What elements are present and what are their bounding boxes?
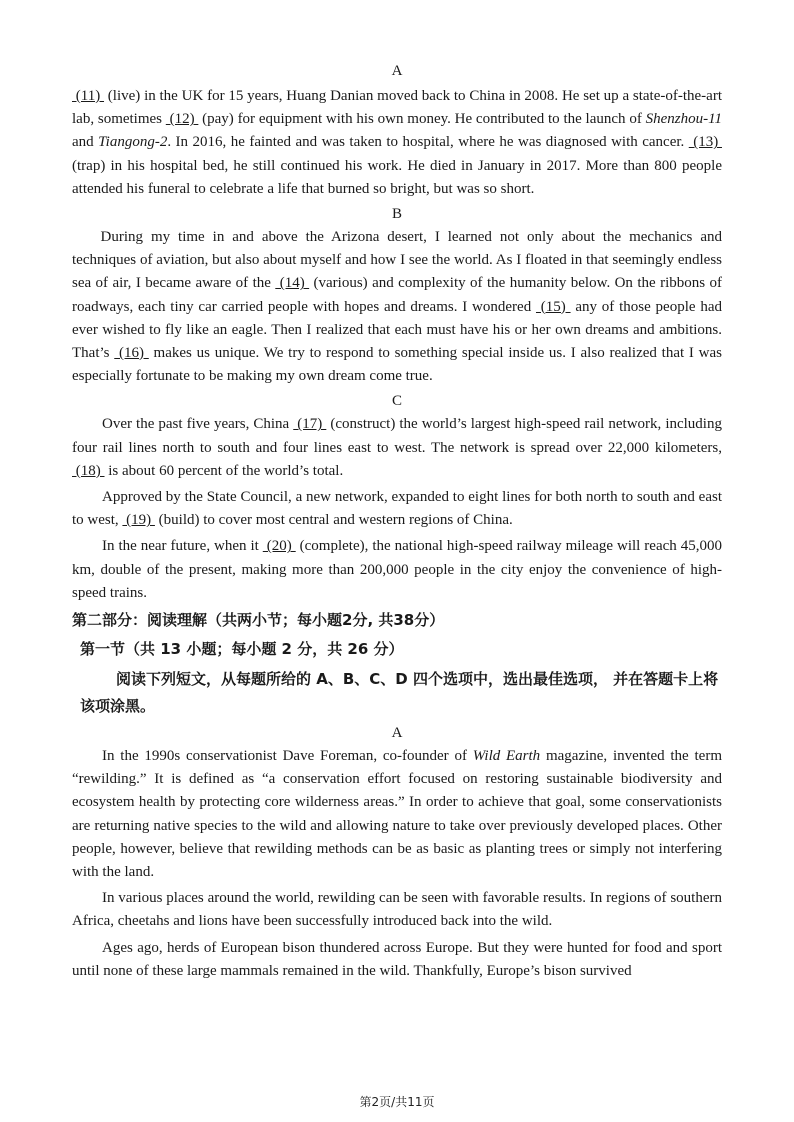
blank-17[interactable]: (17) bbox=[293, 416, 327, 433]
blank-13[interactable]: (13) bbox=[688, 134, 722, 151]
section-c-label: C bbox=[391, 393, 402, 410]
title-shenzhou: Shenzhou-11 bbox=[645, 111, 722, 128]
text: (build) to cover most central and western regions of China. bbox=[154, 512, 513, 529]
section-b-label: B bbox=[391, 206, 402, 223]
section-a-label: A bbox=[391, 63, 403, 79]
text: magazine, invented the term “rewilding.” It is defined as “a conservation effort focused on restoring sustainable biodiversity and ecosystem health by protecting core wilderness areas.” In order to achieve that goal, some conservationists are returning native species to the wild and allowing nature to take over previously developed places. Other people, however, believe that rewilding methods can be as basic as planting trees or simply not interfering with the land. bbox=[72, 748, 722, 881]
text: Approved by the State Council, a new network, expanded to eight lines for both north to south and east to west, bbox=[72, 489, 722, 529]
section-c-paragraph-1 bbox=[72, 413, 722, 483]
reading-a-paragraph-2: In various places around the world, rewilding can be seen with favorable results. In regions of southern Africa, cheetahs and lions have been successfully introduced back into the wild. bbox=[72, 890, 722, 930]
section-c-paragraph-2 bbox=[72, 486, 722, 532]
blank-14[interactable]: (14) bbox=[275, 275, 310, 292]
blank-20[interactable]: (20) bbox=[262, 538, 296, 555]
reading-a-paragraph-3: Ages ago, herds of European bison thundered across Europe. But they were hunted for food and sport until none of these large mammals remained in the wild. Thankfully, Europe’s bison survived bbox=[72, 939, 722, 979]
blank-16[interactable]: (16) bbox=[114, 345, 149, 362]
text: During my time in and above the Arizona desert, I learned not only about the mechanics and techniques of aviation, but also about myself and how I see the world. As I floated in that seemingly endless sea of air, I became aware of the bbox=[72, 229, 722, 292]
text: (construct) the world’s largest high-speed rail network, including four rail lines north to south and four lines east to west. The network is spread over 22,000 kilometers, bbox=[72, 416, 722, 456]
text: any of those people had ever wished to fly like an eagle. Then I realized that each must have his or her own dreams and ambitions. That’s bbox=[72, 298, 722, 362]
blank-19[interactable]: (19) bbox=[122, 512, 155, 529]
blank-11[interactable]: (11) bbox=[72, 88, 105, 104]
text: In the 1990s conservationist Dave Foreman, co-founder of bbox=[102, 748, 473, 765]
part-2-heading: 第二部分：阅读理解（共两小节；每小题2分, 共38分） bbox=[72, 611, 445, 630]
text: is about 60 percent of the world’s total. bbox=[104, 462, 344, 479]
section-a-paragraph bbox=[72, 85, 722, 201]
blank-12[interactable]: (12) bbox=[165, 111, 199, 128]
text: . In 2016, he fainted and was taken to hospital, where he was diagnosed with cancer. bbox=[167, 134, 689, 151]
section-1-heading: 第一节（共 13 小题；每小题 2 分，共 26 分） bbox=[80, 640, 404, 659]
section-c-paragraph-3 bbox=[72, 535, 722, 605]
text: (various) and complexity of the humanity below. On the ribbons of roadways, each tiny car carried people with hopes and dreams. I wondered bbox=[72, 275, 722, 315]
text: (complete), the national high-speed railway mileage will reach 45,000 km, double of the present, making more than 200,000 people in the city enjoy the convenience of high-speed trains. bbox=[72, 538, 722, 601]
page-body bbox=[72, 60, 722, 983]
reading-a-paragraph-1 bbox=[72, 745, 722, 884]
page-footer: 第2页/共11页 bbox=[359, 1095, 435, 1109]
magazine-title: Wild Earth bbox=[472, 748, 541, 765]
text: In the near future, when it bbox=[102, 538, 263, 555]
text: (trap) in his hospital bed, he still continued his work. He died in January in 2017. More than 800 people attended his funeral to celebrate a life that burned so bright, but was so short. bbox=[72, 157, 722, 197]
instruction-text: 阅读下列短文，从每题所给的 A、B、C、D 四个选项中，选出最佳选项， 并在答题卡上将该项涂黑。 bbox=[80, 670, 719, 716]
text: makes us unique. We try to respond to something special inside us. I also realized that I was especially fortunate to be making my own dream come true. bbox=[72, 345, 723, 385]
text: and bbox=[72, 134, 99, 151]
text: (pay) for equipment with his own money. He contributed to the launch of bbox=[198, 111, 646, 128]
section-b-paragraph bbox=[72, 226, 722, 388]
blank-15[interactable]: (15) bbox=[535, 298, 571, 315]
text: Over the past five years, China bbox=[102, 416, 294, 433]
title-tiangong: Tiangong-2 bbox=[98, 134, 168, 151]
reading-a-label: A bbox=[391, 725, 403, 742]
blank-18[interactable]: (18) bbox=[72, 462, 105, 479]
text: (live) in the UK for 15 years, Huang Danian moved back to China in 2008. He set up a state-of-the-art lab, sometimes bbox=[72, 88, 722, 128]
